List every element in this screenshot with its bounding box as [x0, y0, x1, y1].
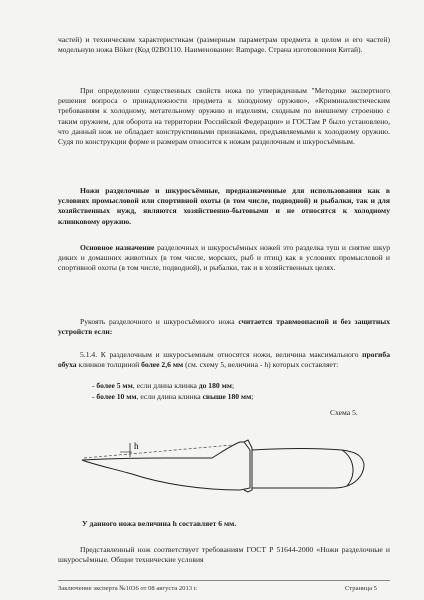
- purpose-text: разделочных и шкуросъёмных ножей это разделка туш и снятие шкур диких и домашних животных (в том числе, морских, рыб и птиц) как в условиях промысловой и спортивной охоты (в том числе, подводной), и рыбалки, так и в хозяйственных целях.: [58, 243, 390, 273]
- footer-divider: [58, 580, 390, 581]
- item1-d: до 180 мм: [198, 381, 232, 390]
- clause-bold-d: более 2,6 мм: [141, 360, 184, 370]
- item2-e: ;: [251, 392, 254, 401]
- item1-e: ;: [231, 381, 235, 390]
- clause-text-c: клинков толщиной: [76, 360, 142, 370]
- paragraph-bold-statement: Ножи разделочные и шкуросъёмные, предназначенные для использования как в условиях промысловой или спортивной охоты (в том числе, подводной) и рыбалки, так и для хозяйственных нужд, являются хозяйственно-бытовыми и не относятся к холодному клинковому оружию.: [58, 186, 390, 226]
- paragraph-purpose: [58, 243, 390, 274]
- item1-c: , если длина клинка: [132, 381, 199, 390]
- handle-end: [342, 450, 353, 486]
- handle-bold-2: травмоопасной и без защитных устройств если:: [58, 317, 390, 337]
- list-item-2: [92, 392, 253, 402]
- paragraph-definition: При определении существенных свойств ножа по утвержденным "Методике экспертного решения вопроса о принадлежности предмета к холодному оружию», «Криминалистическим требованиям к холодному, метательному оружию и изделиям, сходным по внешнему строению с таким оружием, для оборота на территории Российской Федерации» и ГОСТам Р было установлено, что данный нож не обладает конструктивными признаками, предъявляемыми к холодному оружию. Судя по конструкции форме и размерам относится к ножам разделочным и шкуросъёмным.: [58, 86, 390, 147]
- clause-bold-b: прогиба обуха: [58, 350, 390, 370]
- handle-text: Рукоять разделочного и шкуросъёмного ножа: [80, 317, 239, 326]
- h-label: h: [134, 441, 139, 451]
- item1-a: - более: [92, 381, 117, 390]
- reference-line: [84, 445, 232, 458]
- result-line: У данного ножа величина h составляет 6 мм.: [82, 519, 237, 528]
- list-item-1: [92, 381, 234, 391]
- item2-a: - более: [92, 392, 117, 401]
- item2-d: свыше 180 мм: [202, 392, 252, 401]
- footer-page-number: Страница 5: [345, 585, 377, 592]
- paragraph-conclusion: Представленный нож соответствует требованиям ГОСТ Р 51644-2000 «Ножи разделочные и шкуросъёмные. Общие технические условия: [58, 545, 390, 565]
- item2-c: , если длина клинка: [136, 392, 203, 401]
- paragraph-handle: [58, 317, 390, 337]
- clause-text-a: 5.1.4. К разделочным и шкуросъемным относятся ножи, величина максимального: [80, 350, 363, 359]
- scheme-label: Схема 5.: [330, 408, 358, 417]
- handle-bold-1: считается: [238, 317, 273, 326]
- paragraph-clause-514: [58, 350, 390, 370]
- clause-text-e: (см. схему 5, величина - h) которых составляет:: [183, 360, 339, 370]
- knife-scheme-figure: [72, 428, 372, 500]
- blade-outline: [82, 442, 250, 490]
- paragraph-intro: частей) и техническим характеристикам (размерным параметрам предмета в целом и его частей) модельную ножа Böker (Код 02BO110. Наименование: Rampage. Страна изготовления Китай).: [58, 35, 390, 55]
- footer-left: Заключение эксперта №1036 от 08 августа 2013 г.: [58, 585, 198, 592]
- item1-b: 5 мм: [116, 381, 133, 390]
- purpose-lead: Основное назначение: [80, 243, 155, 252]
- item2-b: 10 мм: [116, 392, 137, 401]
